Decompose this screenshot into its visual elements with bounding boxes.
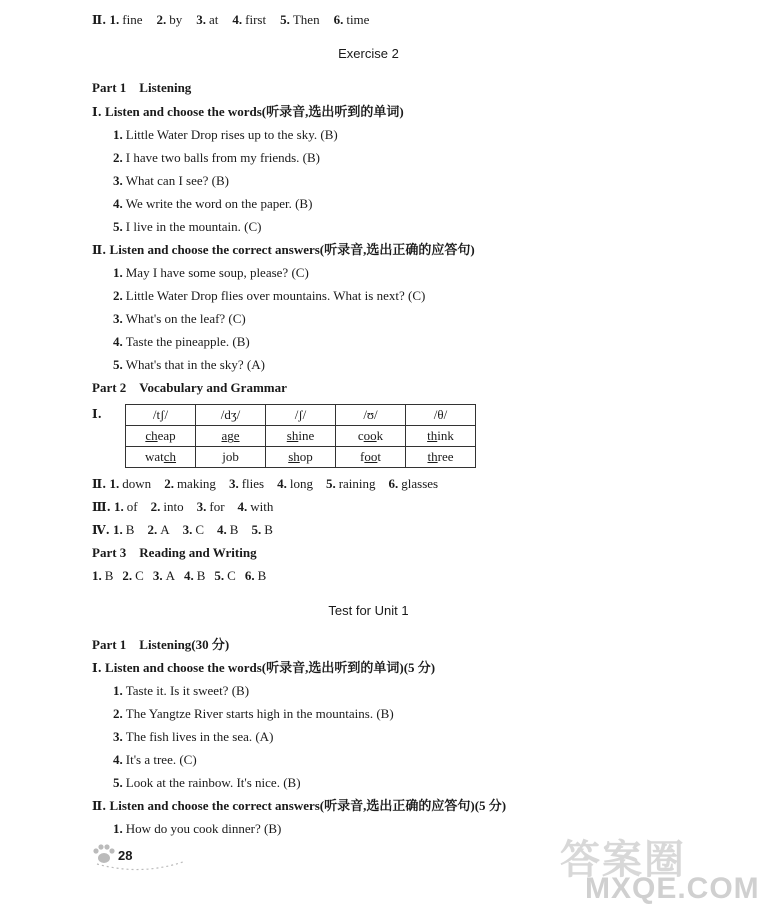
item-number: 5. <box>113 219 123 234</box>
item-text: first <box>245 12 267 27</box>
item-text: flies <box>241 476 265 491</box>
item-number: 5. <box>214 568 225 583</box>
answer-line-top <box>92 12 383 28</box>
part-heading: Part 2 Vocabulary and Grammar <box>92 380 287 395</box>
list-item <box>113 729 273 745</box>
item-number: 3. <box>113 173 123 188</box>
part-heading: Part 1 Listening <box>92 80 192 95</box>
item-number: 1. <box>109 12 120 27</box>
answer-item <box>214 568 235 584</box>
item-number: 1. <box>113 683 123 698</box>
answer-item <box>232 12 266 28</box>
list-item <box>113 219 262 235</box>
item-number: 2. <box>156 12 167 27</box>
list-item <box>113 127 338 143</box>
section-marker: Ⅰ. <box>92 105 102 119</box>
item-number: 3. <box>228 476 239 491</box>
item-text: Then <box>292 12 320 27</box>
item-number: 6. <box>244 568 255 583</box>
answer-item <box>389 476 439 492</box>
item-text: B <box>229 522 239 537</box>
section-title-text: Listen and choose the correct answers(听录音,选出正确的应答句)(5 分) <box>109 798 507 813</box>
item-text: How do you cook dinner? (B) <box>125 821 282 836</box>
section-marker-text: Ⅰ. <box>92 407 102 421</box>
table-cell: age <box>196 426 266 447</box>
item-text: making <box>176 476 216 491</box>
section-marker: Ⅲ. <box>92 500 111 514</box>
table-cell: shop <box>266 447 336 468</box>
item-number: 2. <box>113 288 123 303</box>
section-marker: Ⅱ. <box>92 13 107 27</box>
item-text: C <box>195 522 205 537</box>
item-text: fine <box>122 12 143 27</box>
answer-item <box>326 476 376 492</box>
list-item <box>113 752 197 768</box>
table-header-cell: /tʃ/ <box>126 405 196 426</box>
section-title-text: Listen and choose the words(听录音,选出听到的单词)(5 分) <box>105 660 436 675</box>
answer-item <box>157 12 183 28</box>
item-text: What's on the leaf? (C) <box>125 311 246 326</box>
section-title <box>92 660 435 676</box>
item-number: 6. <box>333 12 344 27</box>
table-cell: shine <box>266 426 336 447</box>
item-text: Taste the pineapple. (B) <box>125 334 250 349</box>
item-number: 4. <box>237 499 248 514</box>
section-marker: Ⅰ. <box>92 661 102 675</box>
item-text: by <box>169 12 183 27</box>
item-text: at <box>209 12 219 27</box>
answer-item <box>251 522 272 538</box>
answer-item <box>114 499 138 515</box>
item-text: long <box>289 476 313 491</box>
section-marker: Ⅱ. <box>92 243 107 257</box>
item-text: raining <box>338 476 376 491</box>
item-number: 5. <box>325 476 336 491</box>
item-number: 2. <box>147 522 158 537</box>
item-number: 1. <box>109 476 120 491</box>
answer-item <box>110 12 143 28</box>
section-title <box>92 242 475 258</box>
item-text: What's that in the sky? (A) <box>125 357 265 372</box>
item-number: 5. <box>113 775 123 790</box>
section-title <box>92 798 506 814</box>
item-text: I have two balls from my friends. (B) <box>125 150 320 165</box>
item-text: What can I see? (B) <box>125 173 229 188</box>
item-text: A <box>165 568 175 583</box>
list-item <box>113 173 229 189</box>
item-number: 5. <box>251 522 262 537</box>
table-row <box>126 426 476 447</box>
item-number: 4. <box>217 522 227 537</box>
item-text: Little Water Drop rises up to the sky. (B) <box>125 127 338 142</box>
item-number: 3. <box>113 729 123 744</box>
table-header-cell: /ʊ/ <box>336 405 406 426</box>
item-text: Little Water Drop flies over mountains. What is next? (C) <box>125 288 426 303</box>
footer-dots <box>95 860 185 874</box>
page-number: 28 <box>118 848 133 863</box>
answer-items <box>92 568 275 583</box>
table-cell: cook <box>336 426 406 447</box>
table-row <box>126 447 476 468</box>
section-marker <box>92 406 102 422</box>
list-item <box>113 821 281 837</box>
item-text: Taste it. Is it sweet? (B) <box>125 683 250 698</box>
answer-items <box>110 12 384 27</box>
answer-line <box>92 568 275 584</box>
item-number: 5. <box>280 12 290 27</box>
item-number: 3. <box>113 311 123 326</box>
item-text: glasses <box>401 476 439 491</box>
item-text: It's a tree. (C) <box>125 752 197 767</box>
answer-line <box>92 499 286 515</box>
answer-item <box>217 522 238 538</box>
part-heading: Part 1 Listening(30 分) <box>92 637 230 652</box>
item-number: 4. <box>113 752 123 767</box>
test-title: Test for Unit 1 <box>328 603 409 618</box>
section-title-text: Listen and choose the correct answers(听录音,选出正确的应答句) <box>109 242 475 257</box>
item-number: 3. <box>196 12 207 27</box>
item-text: B <box>125 522 135 537</box>
part-heading: Part 3 Reading and Writing <box>92 545 257 560</box>
item-number: 1. <box>114 499 124 514</box>
answer-item <box>153 568 175 584</box>
item-text: B <box>264 522 273 537</box>
item-number: 5. <box>113 357 123 372</box>
item-text: We write the word on the paper. (B) <box>125 196 313 211</box>
item-number: 3. <box>196 499 207 514</box>
list-item <box>113 311 246 327</box>
item-text: into <box>163 499 184 514</box>
answer-item <box>164 476 216 492</box>
item-number: 3. <box>152 568 163 583</box>
item-text: May I have some soup, please? (C) <box>125 265 309 280</box>
answer-items <box>110 476 452 491</box>
item-text: I live in the mountain. (C) <box>125 219 262 234</box>
item-number: 6. <box>388 476 399 491</box>
list-item <box>113 150 320 166</box>
table-header-cell: /ʃ/ <box>266 405 336 426</box>
item-text: The Yangtze River starts high in the mountains. (B) <box>125 706 394 721</box>
item-text: B <box>104 568 114 583</box>
table-cell: cheap <box>126 426 196 447</box>
table-header-cell: /θ/ <box>406 405 476 426</box>
section-marker: Ⅱ. <box>92 799 107 813</box>
item-number: 2. <box>164 476 174 491</box>
watermark-url: MXQE.COM <box>585 872 760 905</box>
answer-item <box>245 568 266 584</box>
answer-line <box>92 476 451 492</box>
list-item <box>113 775 301 791</box>
item-text: down <box>122 476 152 491</box>
answer-item <box>147 522 169 538</box>
table-cell: job <box>196 447 266 468</box>
answer-item <box>183 522 204 538</box>
list-item <box>113 683 249 699</box>
item-number: 3. <box>182 522 193 537</box>
answer-item <box>197 499 225 515</box>
list-item <box>113 357 265 373</box>
answer-item <box>92 568 113 584</box>
item-number: 4. <box>277 476 287 491</box>
item-number: 2. <box>122 568 133 583</box>
answer-item <box>122 568 143 584</box>
item-text: for <box>209 499 225 514</box>
item-text: with <box>250 499 274 514</box>
answer-item <box>113 522 134 538</box>
item-number: 2. <box>150 499 161 514</box>
item-number: 1. <box>113 127 123 142</box>
answer-items <box>113 522 286 537</box>
answer-line <box>92 522 286 538</box>
item-text: C <box>135 568 144 583</box>
item-text: of <box>126 499 138 514</box>
item-text: B <box>196 568 206 583</box>
answer-item <box>184 568 205 584</box>
answer-item <box>151 499 184 515</box>
table-cell: think <box>406 426 476 447</box>
item-text: time <box>346 12 370 27</box>
section-marker: Ⅱ. <box>92 477 107 491</box>
list-item <box>113 288 425 304</box>
answer-item <box>280 12 319 28</box>
answer-item <box>196 12 218 28</box>
list-item <box>113 334 250 350</box>
watermark-logo: 答案圈 <box>560 838 686 882</box>
table-header-row <box>126 405 476 426</box>
list-item <box>113 265 309 281</box>
answer-item <box>334 12 370 28</box>
answer-item <box>110 476 152 492</box>
table-cell: watch <box>126 447 196 468</box>
table-cell: three <box>406 447 476 468</box>
phonics-table <box>125 404 476 468</box>
item-number: 4. <box>232 12 243 27</box>
section-marker: Ⅳ. <box>92 523 110 537</box>
answer-item <box>229 476 264 492</box>
table-header-cell: /dʒ/ <box>196 405 266 426</box>
item-text: C <box>227 568 236 583</box>
section-title-text: Listen and choose the words(听录音,选出听到的单词) <box>105 104 404 119</box>
item-number: 1. <box>113 821 123 836</box>
exercise-title: Exercise 2 <box>338 46 399 61</box>
answer-items <box>114 499 286 514</box>
item-number: 1. <box>92 568 102 583</box>
answer-item <box>238 499 274 515</box>
item-number: 2. <box>113 150 123 165</box>
table-cell: foot <box>336 447 406 468</box>
item-number: 1. <box>113 265 123 280</box>
section-title <box>92 104 404 120</box>
list-item <box>113 196 312 212</box>
answer-item <box>277 476 313 492</box>
list-item <box>113 706 394 722</box>
item-number: 4. <box>113 196 123 211</box>
item-text: B <box>257 568 267 583</box>
item-text: A <box>160 522 170 537</box>
item-number: 4. <box>113 334 123 349</box>
item-number: 1. <box>113 522 123 537</box>
item-text: The fish lives in the sea. (A) <box>125 729 274 744</box>
item-text: Look at the rainbow. It's nice. (B) <box>125 775 301 790</box>
item-number: 4. <box>183 568 194 583</box>
item-number: 2. <box>113 706 123 721</box>
